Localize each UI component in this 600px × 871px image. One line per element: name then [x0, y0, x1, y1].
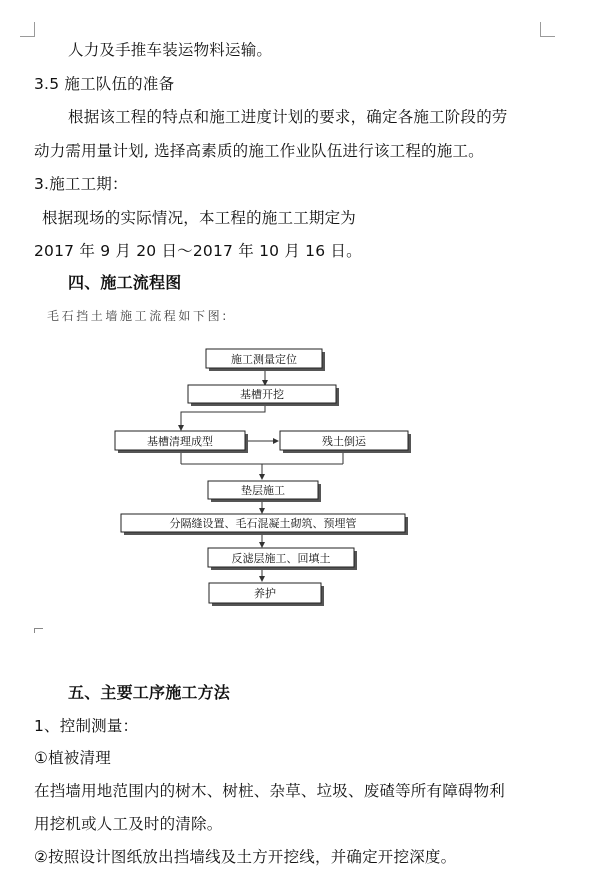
flow-step-excavation	[188, 385, 339, 406]
item-stakeout: ②按照设计图纸放出挡墙线及土方开挖线，并确定开挖深度。	[34, 848, 457, 866]
svg-text:养护: 养护	[254, 587, 276, 600]
heading-methods: 五、主要工序施工方法	[68, 683, 231, 702]
item-vegetation-clearing: ①植被清理	[34, 749, 111, 767]
text-line-transport: 人力及手推车装运物料运输。	[68, 41, 273, 59]
flow-step-survey	[206, 349, 325, 371]
text-line-schedule-1: 根据现场的实际情况，本工程的施工工期定为	[42, 209, 357, 227]
flowchart-caption: 毛石挡土墙施工流程如下图:	[47, 309, 229, 323]
flow-step-backfill	[208, 548, 357, 570]
flow-step-cushion-layer	[208, 481, 321, 502]
text-line-schedule-dates: 2017 年 9 月 20 日～2017 年 10 月 16 日。	[34, 242, 362, 260]
arrow-s2-s3	[181, 403, 265, 430]
flow-step-masonry	[121, 514, 408, 535]
paragraph-mark	[34, 628, 43, 633]
flow-step-soil-removal	[280, 431, 411, 453]
text-line-team-1: 根据该工程的特点和施工进度计划的要求，确定各施工阶段的劳	[68, 108, 508, 126]
svg-text:残土倒运: 残土倒运	[322, 435, 366, 448]
text-line-clearing-1: 在挡墙用地范围内的树木、树桩、杂草、垃圾、废碴等所有障碍物利	[34, 782, 506, 800]
svg-text:基槽清理成型: 基槽清理成型	[147, 435, 213, 448]
heading-flowchart: 四、施工流程图	[68, 273, 182, 292]
text-line-clearing-2: 用挖机或人工及时的清除。	[34, 815, 223, 833]
section-title-team-preparation: 3.5 施工队伍的准备	[34, 75, 175, 93]
svg-text:施工测量定位: 施工测量定位	[231, 353, 297, 366]
section-title-schedule: 3.施工工期：	[34, 175, 128, 193]
svg-text:反滤层施工、回填土: 反滤层施工、回填土	[231, 552, 331, 565]
svg-text:分隔缝设置、毛石混凝土砌筑、预埋管: 分隔缝设置、毛石混凝土砌筑、预埋管	[169, 517, 357, 530]
text-line-team-2: 动力需用量计划, 选择高素质的施工作业队伍进行该工程的施工。	[34, 142, 484, 160]
svg-text:垫层施工: 垫层施工	[241, 484, 285, 497]
svg-text:基槽开挖: 基槽开挖	[240, 388, 284, 401]
section-title-control-survey: 1、控制测量：	[34, 717, 139, 735]
flow-step-curing	[209, 583, 324, 606]
flow-step-trench-cleanup	[115, 431, 248, 453]
